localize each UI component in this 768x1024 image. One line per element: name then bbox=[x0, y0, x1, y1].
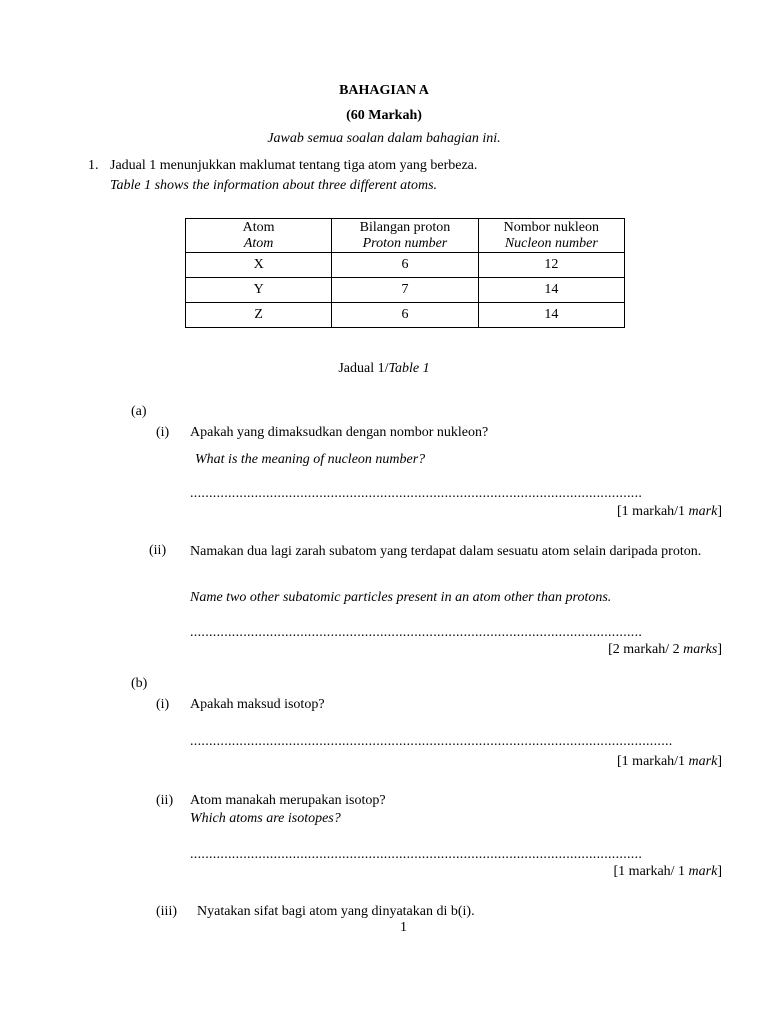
marks-end: ] bbox=[717, 754, 722, 769]
marks-en: mark bbox=[688, 864, 718, 879]
table-cell: 7 bbox=[332, 278, 478, 303]
part-b-ii-label: (ii) bbox=[156, 793, 174, 808]
part-a-i-label: (i) bbox=[156, 425, 170, 440]
marks-ms: [1 markah/1 bbox=[617, 504, 689, 519]
table-cell: 6 bbox=[332, 303, 478, 328]
header-label-en: Atom bbox=[243, 235, 274, 251]
header-label-ms: Nombor nukleon bbox=[503, 219, 599, 235]
marks-en: marks bbox=[683, 642, 718, 657]
part-a-i-question-ms: Apakah yang dimaksudkan dengan nombor nukleon? bbox=[190, 425, 489, 440]
part-a-ii-answer-line[interactable]: ....................................................................................................................... bbox=[190, 625, 643, 640]
marks-ms: [1 markah/1 bbox=[617, 754, 689, 769]
marks-en: mark bbox=[688, 504, 718, 519]
part-a-ii-label: (ii) bbox=[149, 543, 167, 558]
part-b-ii-question-ms: Atom manakah merupakan isotop? bbox=[190, 793, 386, 808]
table-caption bbox=[0, 360, 768, 377]
section-instruction: Jawab semua soalan dalam bahagian ini. bbox=[267, 131, 501, 146]
table-cell: 6 bbox=[332, 253, 478, 278]
part-a-label: (a) bbox=[131, 404, 147, 419]
section-title: BAHAGIAN A bbox=[339, 83, 429, 98]
marks-end: ] bbox=[717, 864, 722, 879]
part-b-i-question-ms: Apakah maksud isotop? bbox=[190, 697, 325, 712]
part-b-label: (b) bbox=[131, 676, 148, 691]
table-header-atom bbox=[186, 219, 332, 253]
header-label-ms: Atom bbox=[242, 219, 275, 235]
table-header-proton bbox=[332, 219, 478, 253]
question-intro-ms: Jadual 1 menunjukkan maklumat tentang tiga atom yang berbeza. bbox=[110, 158, 478, 173]
part-a-ii-marks bbox=[608, 641, 722, 658]
marks-en: mark bbox=[688, 754, 718, 769]
part-b-ii-question-en: Which atoms are isotopes? bbox=[190, 811, 341, 826]
part-b-ii-answer-line[interactable]: ....................................................................................................................... bbox=[190, 847, 643, 862]
header-label-en: Proton number bbox=[362, 235, 448, 251]
question-number: 1. bbox=[88, 158, 99, 173]
table-cell: 14 bbox=[478, 278, 624, 303]
section-marks: (60 Markah) bbox=[346, 108, 422, 123]
part-b-i-label: (i) bbox=[156, 697, 170, 712]
page-number: 1 bbox=[400, 920, 407, 935]
table-cell: Z bbox=[186, 303, 332, 328]
atoms-table bbox=[185, 218, 625, 328]
question-intro-en: Table 1 shows the information about three different atoms. bbox=[110, 178, 438, 193]
marks-ms: [1 markah/ 1 bbox=[613, 864, 689, 879]
part-b-ii-marks bbox=[614, 863, 722, 880]
header-label-en: Nucleon number bbox=[504, 235, 598, 251]
part-b-iii-question-ms: Nyatakan sifat bagi atom yang dinyatakan di b(i). bbox=[197, 904, 475, 919]
table-row bbox=[186, 253, 625, 278]
table-cell: 12 bbox=[478, 253, 624, 278]
table-caption-ms: Jadual 1/ bbox=[338, 361, 389, 376]
part-a-ii-question-ms: Namakan dua lagi zarah subatom yang terdapat dalam sesuatu atom selain daripada proton. bbox=[190, 544, 702, 559]
table-header-nucleon bbox=[478, 219, 624, 253]
table-header-row bbox=[186, 219, 625, 253]
part-a-i-marks bbox=[617, 503, 722, 520]
table-cell: X bbox=[186, 253, 332, 278]
table-cell: Y bbox=[186, 278, 332, 303]
marks-end: ] bbox=[717, 504, 722, 519]
table-row bbox=[186, 278, 625, 303]
table-caption-en: Table 1 bbox=[388, 361, 430, 376]
part-b-iii-label: (iii) bbox=[156, 904, 177, 919]
marks-ms: [2 markah/ 2 bbox=[608, 642, 684, 657]
part-b-i-answer-line[interactable]: ............................................................................................................................... bbox=[190, 734, 673, 749]
part-a-ii-question-en: Name two other subatomic particles present in an atom other than protons. bbox=[190, 590, 612, 605]
table-cell: 14 bbox=[478, 303, 624, 328]
part-b-i-marks bbox=[617, 753, 722, 770]
part-a-i-answer-line[interactable]: ....................................................................................................................... bbox=[190, 486, 643, 501]
table-row bbox=[186, 303, 625, 328]
part-a-i-question-en: What is the meaning of nucleon number? bbox=[195, 452, 426, 467]
marks-end: ] bbox=[717, 642, 722, 657]
header-label-ms: Bilangan proton bbox=[359, 219, 451, 235]
